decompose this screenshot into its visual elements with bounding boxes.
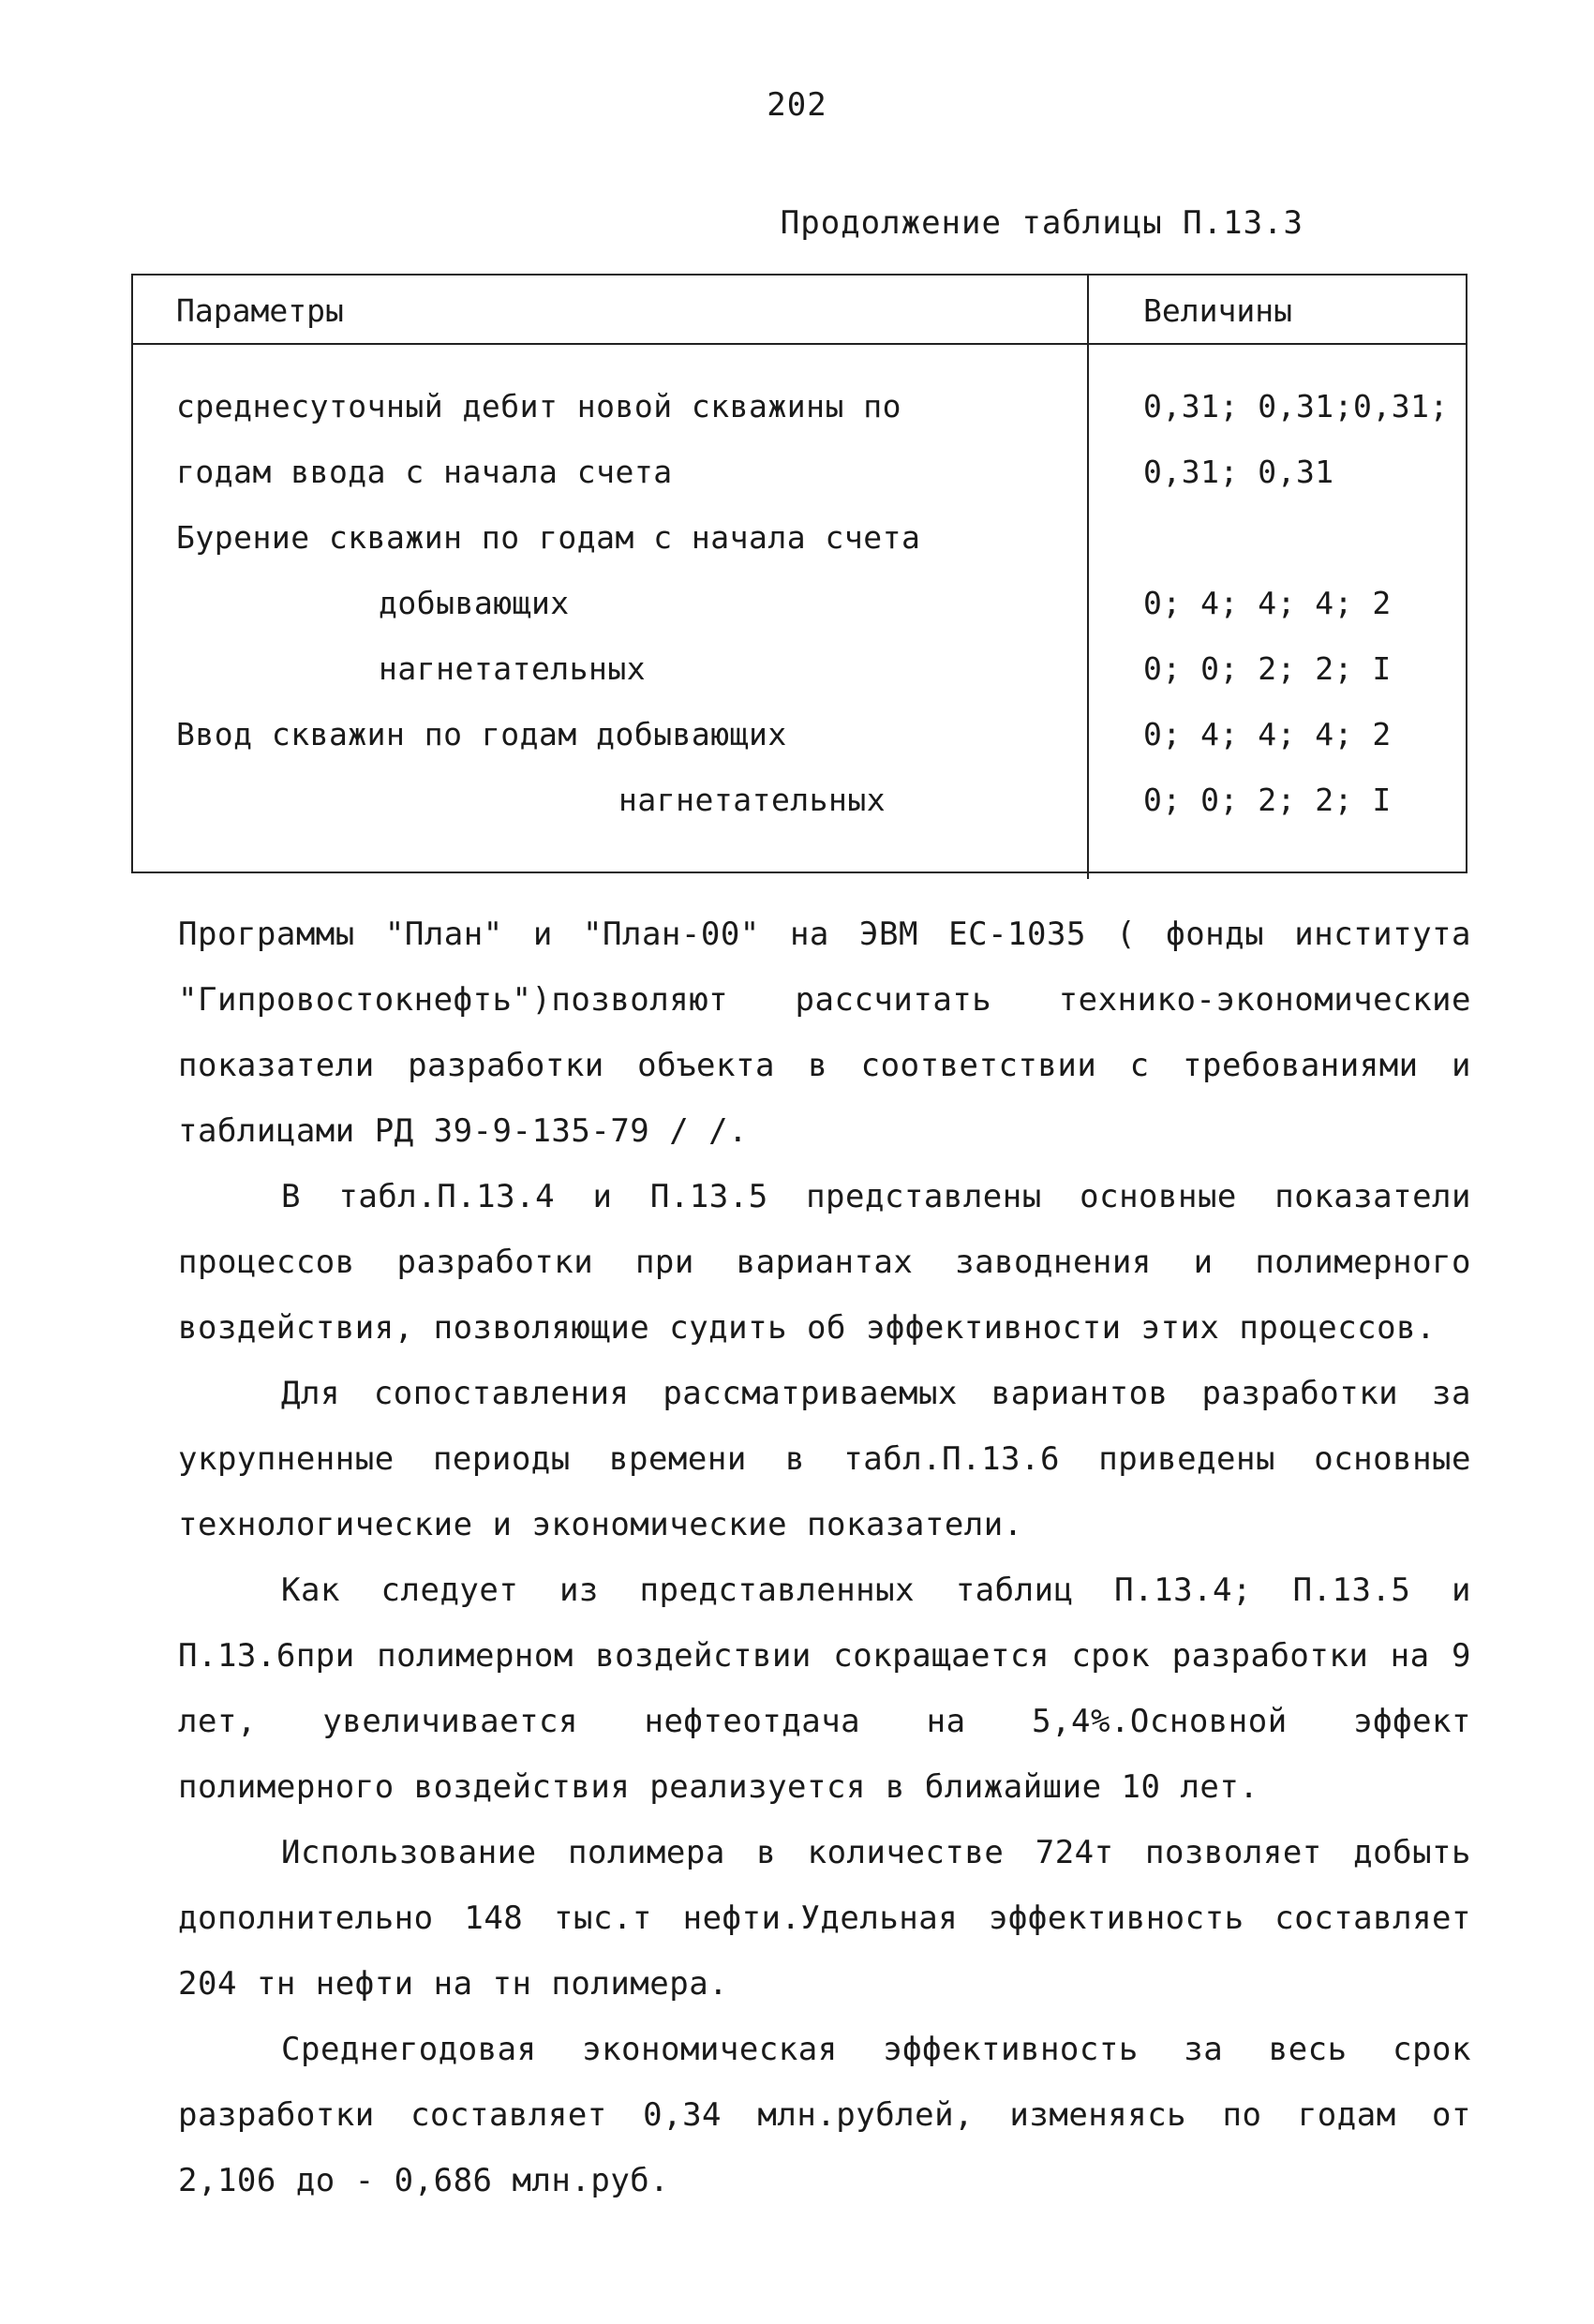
table-row-value: 0,31; 0,31;0,31; [1143,388,1449,425]
paragraph: Программы "План" и "План-00" на ЭВМ ЕС-1035 ( фонды института "Гипровостокнефть")позволяют рассчитать технико-экономические показатели разработки объекта в соответствии с требованиями и таблицами РД 39-9-135-79 / /. [178,916,1471,1150]
table-row-param: нагнетательных [379,650,647,687]
paragraph: Использование полимера в количестве 724т позволяет добыть дополнительно 148 тыс.т нефти.Удельная эффективность составляет 204 тн нефти на тн полимера. [178,1834,1471,2003]
table-row-param: среднесуточный дебит новой скважины по [176,388,901,425]
table-header-values: Величины [1143,292,1292,329]
table-header-params: Параметры [176,292,344,329]
table-row-value: 0; 0; 2; 2; I [1143,650,1392,687]
table-row-param: Ввод скважин по годам добывающих [176,716,787,752]
table-row-param: добывающих [379,585,570,621]
paragraph: Среднегодовая экономическая эффективность за весь срок разработки составляет 0,34 млн.рублей, изменяясь по годам от 2,106 до - 0,686 млн.руб. [178,2031,1471,2199]
table-header-rule [133,343,1466,345]
parameters-table [131,274,1467,873]
table-caption: Продолжение таблицы П.13.3 [780,204,1304,242]
table-row-value: 0,31; 0,31 [1143,454,1334,490]
table-row-value: 0; 0; 2; 2; I [1143,782,1392,818]
table-row-param: нагнетательных [618,782,886,818]
table-row-value: 0; 4; 4; 4; 2 [1143,716,1392,752]
paragraph: Для сопоставления рассматриваемых вариантов разработки за укрупненные периоды времени в табл.П.13.6 приведены основные технологические и экономические показатели. [178,1375,1471,1543]
table-row-param: годам ввода с начала счета [176,454,673,490]
body-text [178,901,1471,2213]
page-number: 202 [767,86,827,124]
table-column-divider [1087,276,1089,879]
table-row-value: 0; 4; 4; 4; 2 [1143,585,1392,621]
paragraph: В табл.П.13.4 и П.13.5 представлены основные показатели процессов разработки при вариантах заводнения и полимерного воздействия, позволяющие судить об эффективности этих процессов. [178,1178,1471,1347]
table-row-param: Бурение скважин по годам с начала счета [176,519,921,556]
paragraph: Как следует из представленных таблиц П.13.4; П.13.5 и П.13.6при полимерном воздействии сокращается срок разработки на 9 лет, увеличивается нефтеотдача на 5,4%.Основной эффект полимерного воздействия реализуется в ближайшие 10 лет. [178,1572,1471,1806]
